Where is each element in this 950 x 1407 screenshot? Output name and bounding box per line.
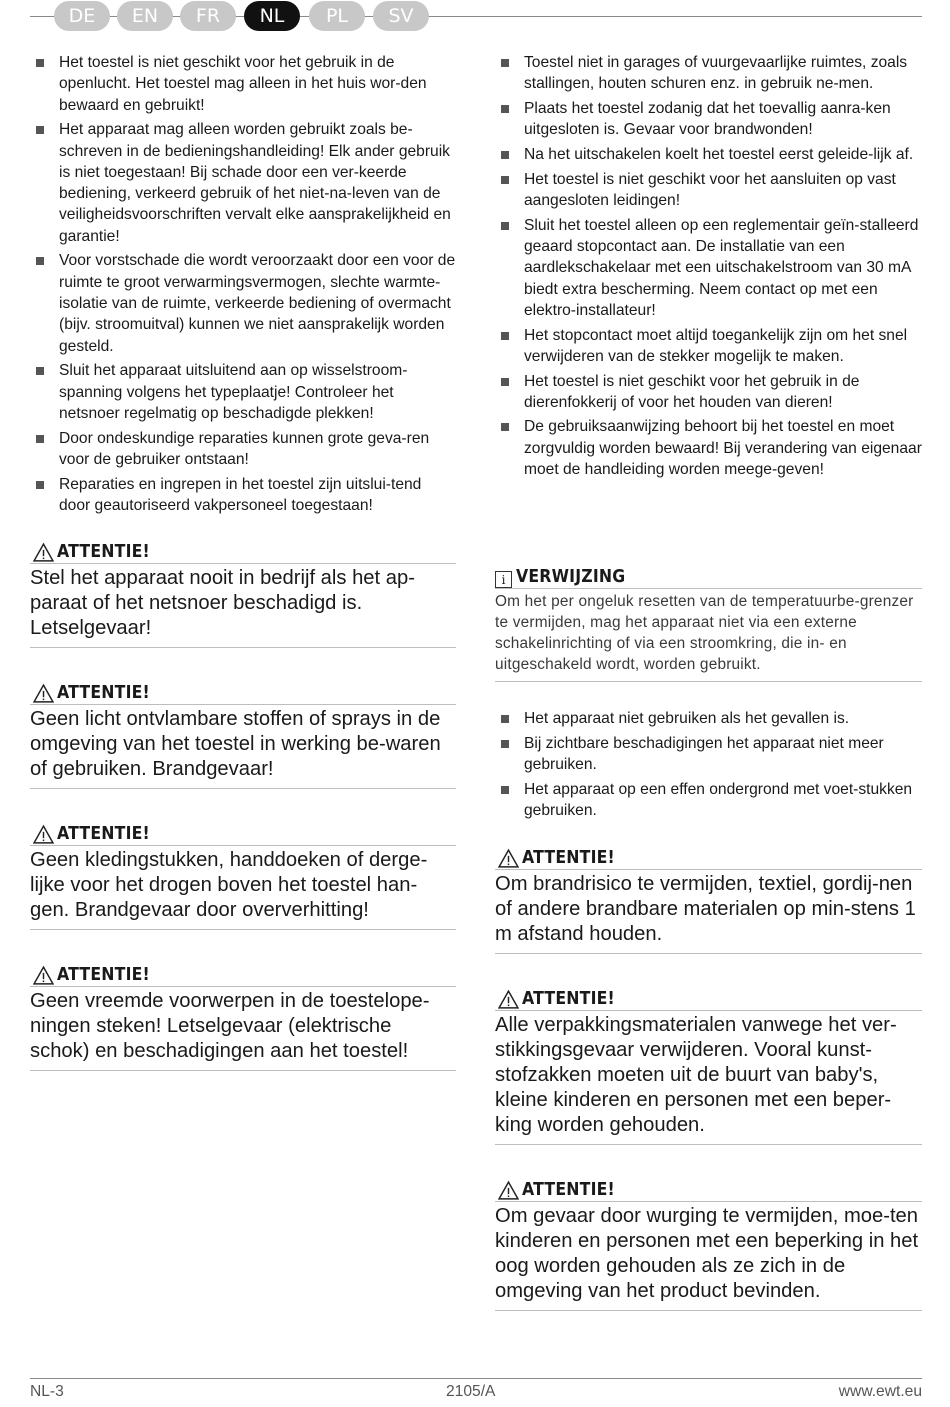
warning-header: [30, 961, 456, 987]
list-item: Bij zichtbare beschadigingen het apparaat niet meer gebruiken.: [495, 733, 922, 776]
list-item: Door ondeskundige reparaties kunnen grote geva-ren voor de gebruiker ontstaan!: [30, 428, 456, 471]
warning-block: [30, 679, 456, 789]
tab-fr[interactable]: FR: [180, 1, 236, 31]
warning-text: Geen vreemde voorwerpen in de toestelope-ningen steken! Letselgevaar (elektrische schok) en beschadigingen aan het toestel!: [30, 987, 456, 1071]
list-item: Het stopcontact moet altijd toegankelijk zijn om het snel verwijderen van de stekker mogelijk te maken.: [495, 325, 922, 368]
usage-list: [495, 708, 922, 825]
warning-header: [30, 820, 456, 846]
warning-triangle-icon: [33, 965, 54, 986]
warning-block: [30, 961, 456, 1071]
warning-header: [495, 1176, 922, 1202]
warning-text: Geen licht ontvlambare stoffen of sprays in de omgeving van het toestel in werking be-waren of gebruiken. Brandgevaar!: [30, 705, 456, 789]
tab-sv[interactable]: SV: [373, 1, 429, 31]
warning-title: ATTENTIE!: [57, 542, 150, 562]
warning-block: [495, 844, 922, 954]
warning-triangle-icon: [498, 848, 519, 869]
warning-text: Alle verpakkingsmaterialen vanwege het ver-stikkingsgevaar verwijderen. Vooral kunst-stofzakken moeten uit de buurt van baby's, kleine kinderen en personen met een beper-king worden gehouden.: [495, 1011, 922, 1145]
tab-de[interactable]: DE: [54, 1, 110, 31]
list-item: Plaats het toestel zodanig dat het toevallig aanra-ken uitgesloten is. Gevaar voor brandwonden!: [495, 98, 922, 141]
warning-block: [30, 538, 456, 648]
tab-en[interactable]: EN: [117, 1, 173, 31]
list-item: Het apparaat mag alleen worden gebruikt zoals be-schreven in de bedieningshandleiding! Elk ander gebruik is niet toegestaan! Bij schade door een ver-keerde bediening, verkeerd gebruik of het niet-na-leven van de veiligheidsvoorschriften vervalt elke aansprakelijkheid en garantie!: [30, 119, 456, 247]
warning-block: [495, 985, 922, 1145]
list-item: Het toestel is niet geschikt voor het gebruik in de openlucht. Het toestel mag alleen in het huis wor-den bewaard en gebruikt!: [30, 52, 456, 116]
warning-title: ATTENTIE!: [522, 1180, 615, 1200]
warning-header: [30, 679, 456, 705]
note-block: [495, 564, 922, 682]
warning-title: ATTENTIE!: [57, 965, 150, 985]
left-column: [30, 52, 456, 1062]
note-text: Om het per ongeluk resetten van de temperatuurbe-grenzer te vermijden, mag het apparaat niet via een externe schakelinrichting of via een stroomkring, die in- en uitgeschakeld wordt, worden gebruikt.: [495, 589, 922, 682]
warning-block: [495, 1176, 922, 1311]
warning-text: Om brandrisico te vermijden, textiel, gordij-nen of andere brandbare materialen op min-stens 1 m afstand houden.: [495, 870, 922, 954]
note-title: VERWIJZING: [516, 567, 626, 587]
tab-nl[interactable]: NL: [244, 1, 300, 31]
warning-text: Stel het apparaat nooit in bedrijf als het ap-paraat of het netsnoer beschadigd is. Letselgevaar!: [30, 564, 456, 648]
warning-text: Om gevaar door wurging te vermijden, moe-ten kinderen en personen met een beperking in het oog worden gehouden als ze zich in de omgeving van het product bevinden.: [495, 1202, 922, 1311]
website-url[interactable]: www.ewt.eu: [838, 1383, 922, 1400]
document-code: 2105/A: [446, 1383, 496, 1400]
list-item: Het apparaat niet gebruiken als het gevallen is.: [495, 708, 922, 729]
warning-title: ATTENTIE!: [522, 989, 615, 1009]
safety-list-right: [495, 52, 922, 480]
list-item: Sluit het toestel alleen op een reglementair geïn-stalleerd geaard stopcontact aan. De installatie van een aardlekschakelaar met een uitschakelstroom van 30 mA biedt extra bescherming. Neem contact op met een elektro-installateur!: [495, 215, 922, 321]
list-item: Sluit het apparaat uitsluitend aan op wisselstroom-spanning volgens het typeplaatje! Controleer het netsnoer regelmatig op beschadigde plekken!: [30, 360, 456, 424]
warning-triangle-icon: [33, 824, 54, 845]
footer-rule: [30, 1378, 922, 1379]
list-item: De gebruiksaanwijzing behoort bij het toestel en moet zorgvuldig worden bewaard! Bij verandering van eigenaar moet de handleiding worden meege-geven!: [495, 416, 922, 480]
list-item: Voor vorstschade die wordt veroorzaakt door een voor de ruimte te groot verwarmingsvermogen, slechte warmte-isolatie van de ruimte, verkeerde bediening of overmacht (bijv. stroomuitval) kunnen we niet aansprakelijk worden gesteld.: [30, 250, 456, 356]
warning-title: ATTENTIE!: [522, 848, 615, 868]
safety-list-left: [30, 52, 456, 516]
list-item: Het toestel is niet geschikt voor het aansluiten op vast aangesloten leidingen!: [495, 169, 922, 212]
warning-title: ATTENTIE!: [57, 824, 150, 844]
warning-header: [495, 844, 922, 870]
note-header: [495, 564, 922, 589]
warning-text: Geen kledingstukken, handdoeken of derge-lijke voor het drogen boven het toestel han-gen. Brandgevaar door oververhitting!: [30, 846, 456, 930]
language-tabs: [0, 0, 950, 34]
warning-header: [30, 538, 456, 564]
tab-pl[interactable]: PL: [309, 1, 365, 31]
warning-triangle-icon: [33, 542, 54, 563]
warning-triangle-icon: [498, 1180, 519, 1201]
list-item: Reparaties en ingrepen in het toestel zijn uitslui-tend door geautoriseerd vakpersoneel toegestaan!: [30, 474, 456, 517]
warning-triangle-icon: [498, 989, 519, 1010]
info-icon: i: [495, 571, 512, 588]
list-item: Het toestel is niet geschikt voor het gebruik in de dierenfokkerij of voor het houden van dieren!: [495, 371, 922, 414]
list-item: Het apparaat op een effen ondergrond met voet-stukken gebruiken.: [495, 779, 922, 822]
warning-triangle-icon: [33, 683, 54, 704]
warning-block: [30, 820, 456, 930]
page-number: NL-3: [30, 1383, 64, 1400]
list-item: Na het uitschakelen koelt het toestel eerst geleide-lijk af.: [495, 144, 922, 165]
warning-title: ATTENTIE!: [57, 683, 150, 703]
warning-header: [495, 985, 922, 1011]
list-item: Toestel niet in garages of vuurgevaarlijke ruimtes, zoals stallingen, houten schuren enz. in gebruik ne-men.: [495, 52, 922, 95]
right-column: [495, 52, 922, 1302]
